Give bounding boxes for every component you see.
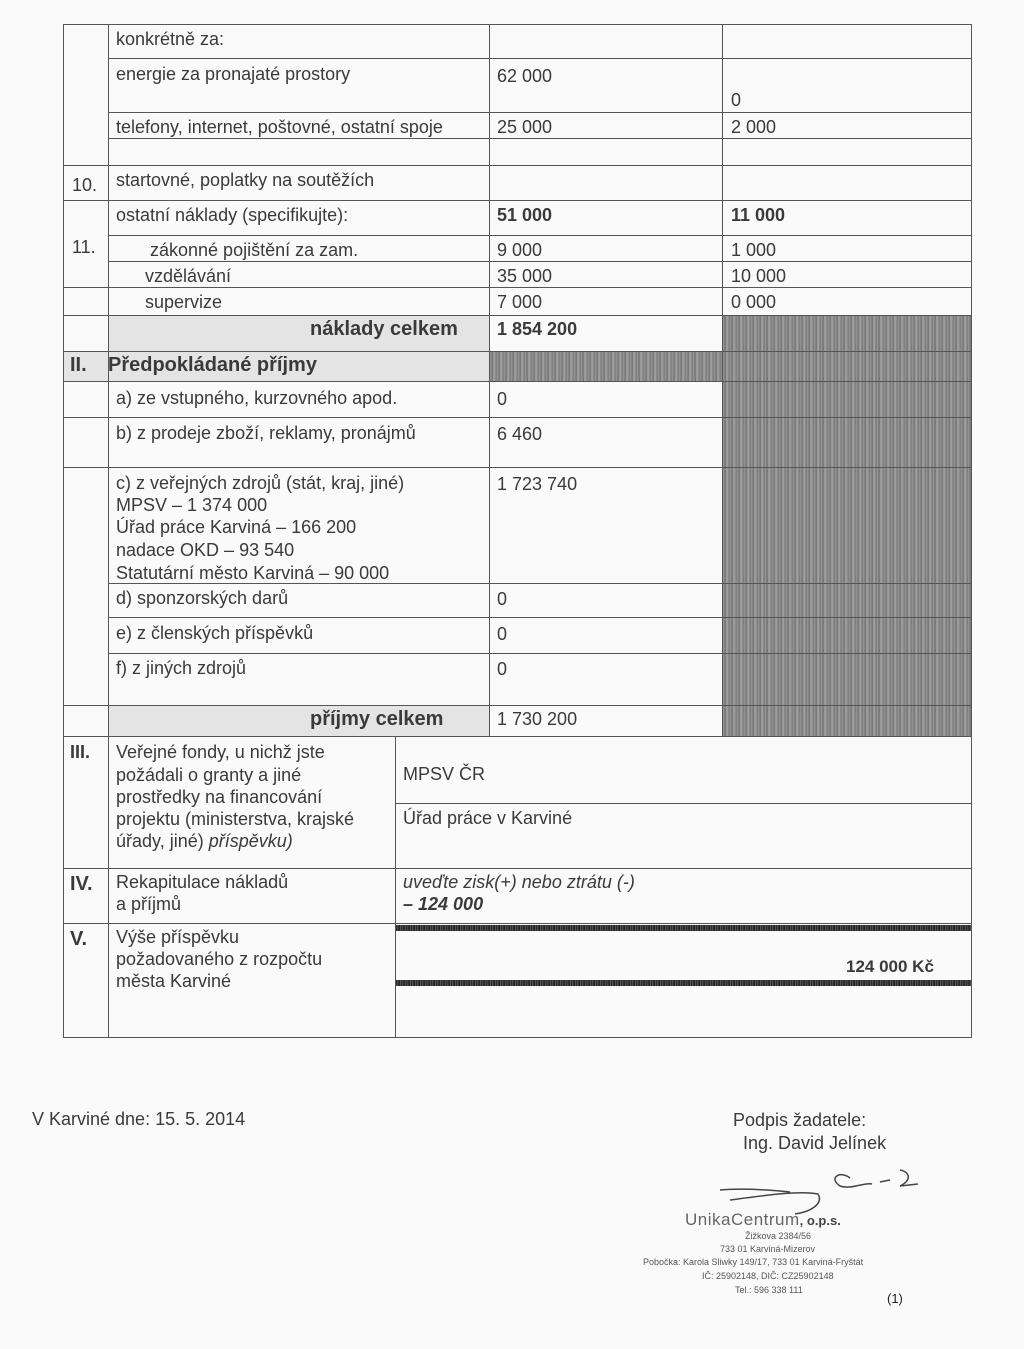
- income-value: 6 460: [497, 424, 543, 444]
- scan-band: [396, 980, 971, 986]
- cell-value: 62 000: [497, 66, 553, 86]
- income-value: 0: [497, 624, 508, 644]
- section-text: města Karviné: [116, 971, 232, 991]
- page-mark: (1): [887, 1291, 903, 1306]
- section-text: Veřejné fondy, u nichž jste: [116, 742, 325, 762]
- date-line: V Karviné dne: 15. 5. 2014: [32, 1109, 246, 1129]
- cell-value: 11 000: [731, 205, 786, 225]
- income-source: Statutární město Karviná – 90 000: [116, 563, 390, 583]
- section-text: a příjmů: [116, 894, 182, 914]
- section-text-part: úřady, jiné): [116, 831, 204, 851]
- row-label: ostatní náklady (specifikujte):: [116, 205, 349, 225]
- income-value: 0: [497, 389, 508, 409]
- row-label: supervize: [145, 292, 223, 312]
- section-number: V.: [70, 928, 88, 950]
- total-label: náklady celkem: [310, 318, 458, 340]
- section-text: požadovaného z rozpočtu: [116, 949, 323, 969]
- requested-amount: 124 000 Kč: [846, 957, 934, 976]
- section-text: Rekapitulace nákladů: [116, 872, 289, 892]
- stamp-line: Pobočka: Karola Sliwky 149/17, 733 01 Karviná-Fryštát: [643, 1257, 864, 1267]
- income-source: nadace OKD – 93 540: [116, 540, 295, 560]
- income-label: c) z veřejných zdrojů (stát, kraj, jiné): [116, 473, 405, 493]
- stamp-line: IČ: 25902148, DIČ: CZ25902148: [702, 1271, 834, 1281]
- row-label: telefony, internet, poštovné, ostatní spoje: [116, 117, 443, 137]
- total-value: 1 730 200: [497, 709, 578, 729]
- rekap-hint: uveďte zisk(+) nebo ztrátu (-): [403, 872, 635, 892]
- cell-value: 10 000: [731, 266, 787, 286]
- fund-entry: Úřad práce v Karviné: [403, 808, 573, 828]
- income-source: MPSV – 1 374 000: [116, 495, 268, 515]
- row-label: energie za pronajaté prostory: [116, 64, 351, 84]
- income-label: f) z jiných zdrojů: [116, 658, 247, 678]
- row-number: 11.: [72, 237, 96, 257]
- row-label: zákonné pojištění za zam.: [150, 240, 359, 260]
- income-value: 0: [497, 659, 508, 679]
- stamp-org: [685, 1210, 841, 1231]
- shaded-cell: [489, 351, 723, 382]
- section-text: Výše příspěvku: [116, 927, 240, 947]
- row-label: startovné, poplatky na soutěžích: [116, 170, 375, 190]
- fund-entry: MPSV ČR: [403, 764, 486, 784]
- income-label: d) sponzorských darů: [116, 588, 289, 608]
- section-text: požádali o granty a jiné: [116, 765, 302, 785]
- signer-name: Ing. David Jelínek: [743, 1133, 887, 1153]
- stamp-line: 733 01 Karviná-Mizerov: [720, 1244, 816, 1254]
- shaded-cell: [722, 316, 972, 736]
- stamp-line: Tel.: 596 338 111: [735, 1285, 803, 1295]
- income-label: b) z prodeje zboží, reklamy, pronájmů: [116, 423, 416, 443]
- section-text-italic: příspěvku): [208, 831, 293, 851]
- scan-band: [396, 925, 971, 931]
- income-label: a) ze vstupného, kurzovného apod.: [116, 388, 398, 408]
- row-label: vzdělávání: [145, 266, 232, 286]
- stamp-org-name: UnikaCentrum: [685, 1210, 800, 1229]
- section-text: projektu (ministerstva, krajské: [116, 809, 355, 829]
- cell-value: 25 000: [497, 117, 553, 137]
- income-value: 1 723 740: [497, 474, 578, 494]
- income-source: Úřad práce Karviná – 166 200: [116, 517, 357, 537]
- total-value: 1 854 200: [497, 319, 578, 339]
- cell-value: 35 000: [497, 266, 553, 286]
- section-text: prostředky na financování: [116, 787, 323, 807]
- cell-value: 2 000: [731, 117, 777, 137]
- rekap-value: – 124 000: [403, 894, 484, 914]
- income-label: e) z členských příspěvků: [116, 623, 314, 643]
- stamp-org-suffix: , o.p.s.: [799, 1213, 841, 1228]
- cell-value: 0: [731, 90, 742, 110]
- row-number: 10.: [72, 175, 98, 195]
- cell-value: 9 000: [497, 240, 543, 260]
- cell-value: 0 000: [731, 292, 777, 312]
- section-number: III.: [70, 742, 91, 762]
- stamp-line: Žižkova 2384/56: [745, 1231, 812, 1241]
- income-value: 0: [497, 589, 508, 609]
- section-text: [116, 830, 293, 852]
- row-label: konkrétně za:: [116, 29, 225, 49]
- section-number: IV.: [70, 873, 93, 895]
- section-title: Předpokládané příjmy: [108, 354, 317, 376]
- signature-caption: Podpis žadatele:: [733, 1110, 867, 1130]
- total-label: příjmy celkem: [310, 708, 444, 730]
- section-number: II.: [70, 354, 87, 376]
- cell-value: 7 000: [497, 292, 543, 312]
- cell-value: 51 000: [497, 205, 553, 225]
- cell-value: 1 000: [731, 240, 777, 260]
